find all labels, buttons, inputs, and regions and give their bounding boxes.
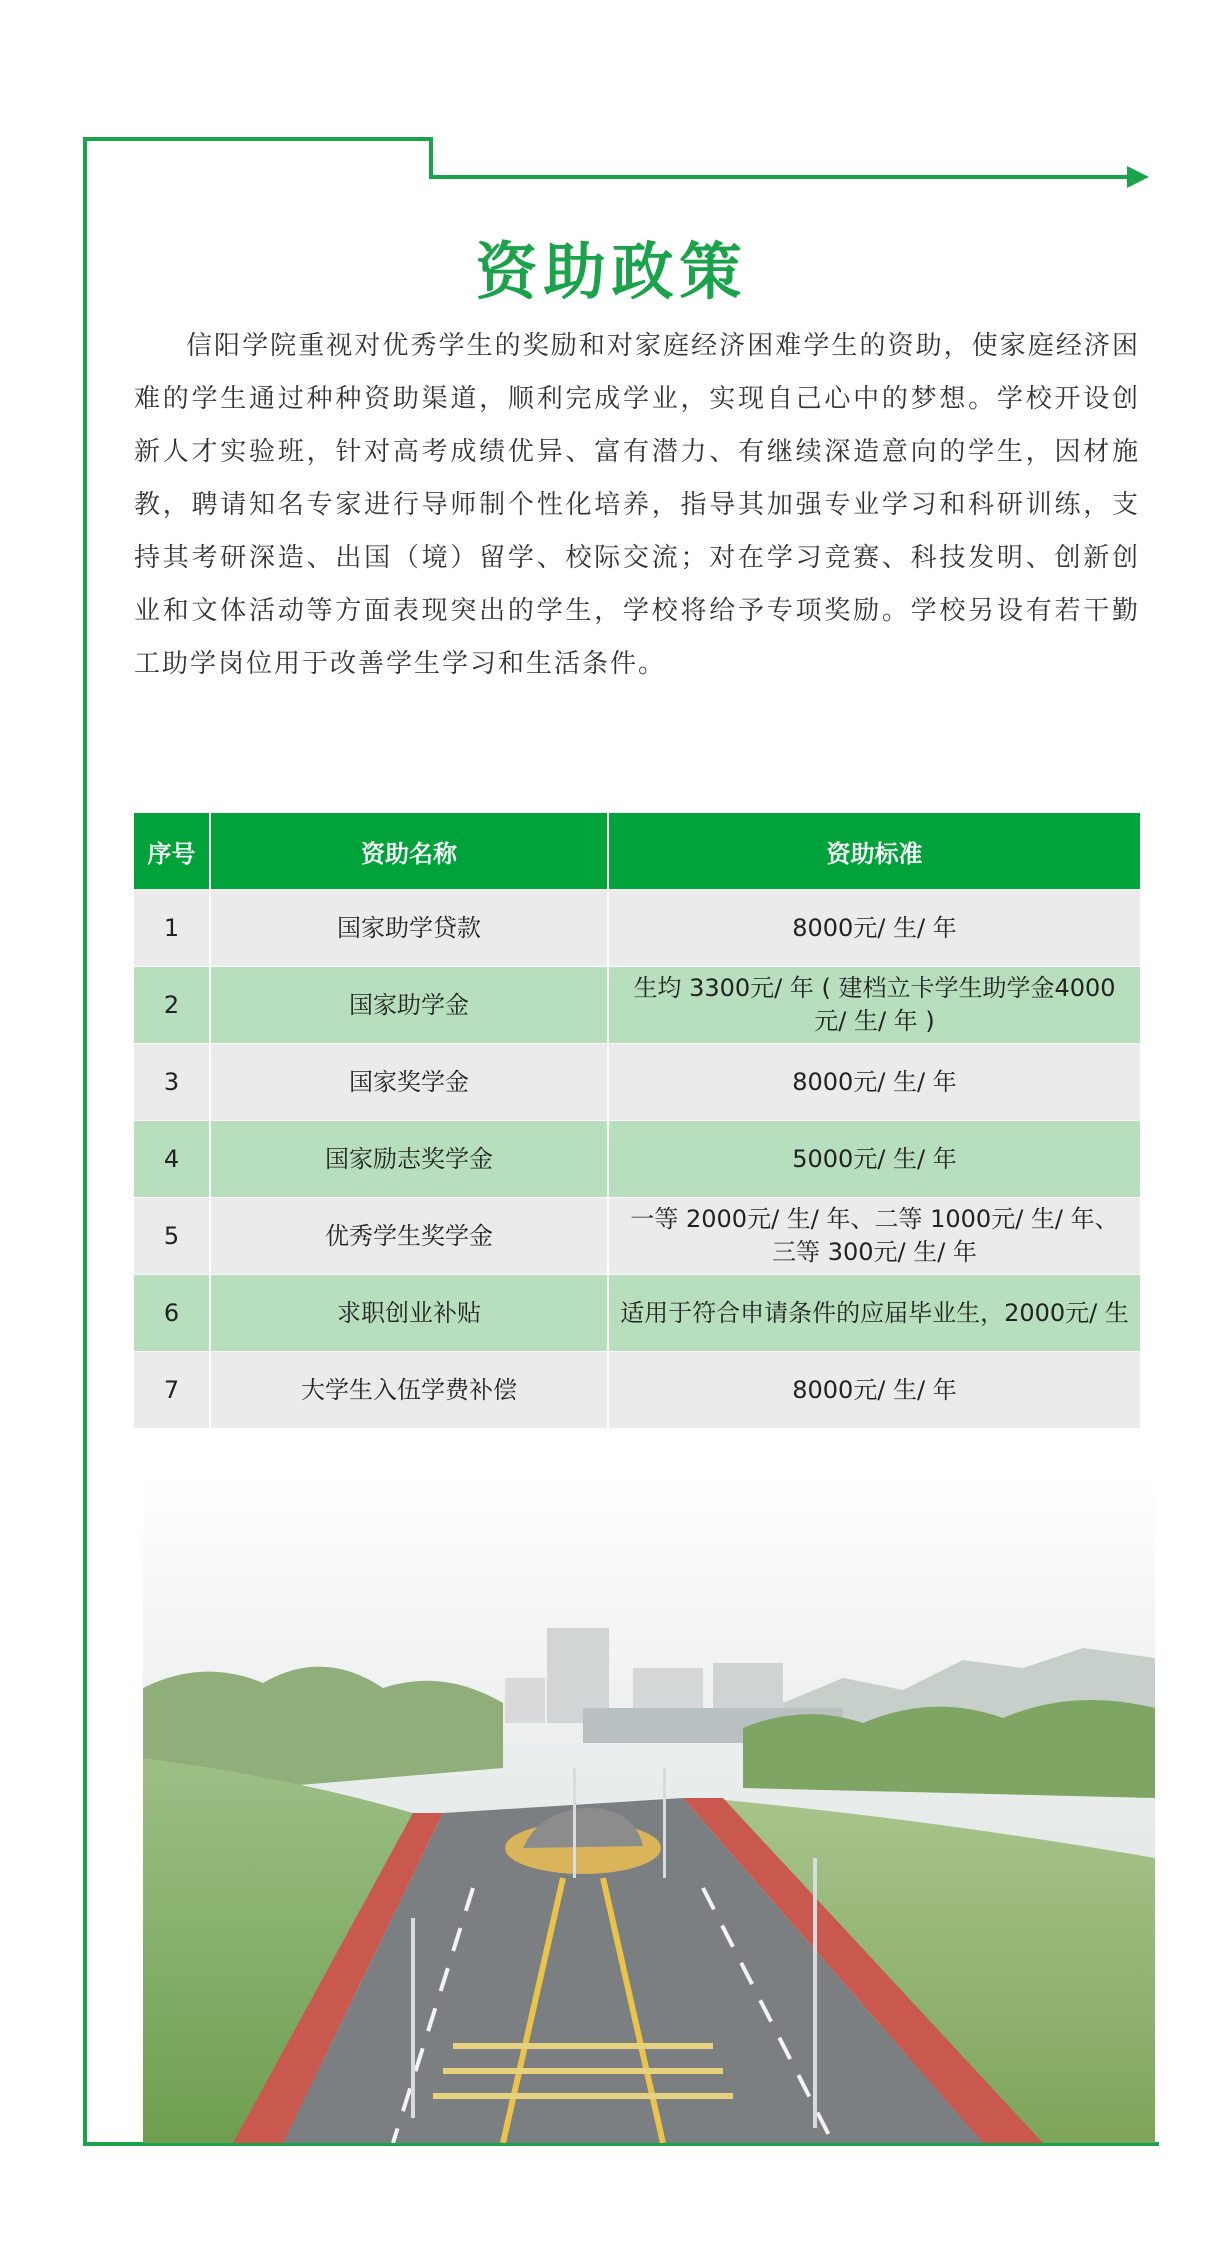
row-aid-name: 国家励志奖学金 xyxy=(210,1121,608,1198)
frame-line-top xyxy=(83,137,433,141)
row-aid-standard: 8000元/ 生/ 年 xyxy=(608,1044,1140,1121)
table-header-row xyxy=(134,813,1140,890)
header-index: 序号 xyxy=(134,813,210,890)
row-aid-name: 国家助学金 xyxy=(210,967,608,1044)
frame-line-left xyxy=(83,137,87,2146)
intro-paragraph: 信阳学院重视对优秀学生的奖励和对家庭经济困难学生的资助，使家庭经济困难的学生通过种种资助渠道，顺利完成学业，实现自己心中的梦想。学校开设创新人才实验班，针对高考成绩优异、富有潜力、有继续深造意向的学生，因材施教，聘请知名专家进行导师制个性化培养，指导其加强专业学习和科研训练，支持其考研深造、出国（境）留学、校际交流；对在学习竞赛、科技发明、创新创业和文体活动等方面表现突出的学生，学校将给予专项奖励。学校另设有若干勤工助学岗位用于改善学生学习和生活条件。 xyxy=(134,331,1140,679)
frame-line-top-right xyxy=(429,175,1129,179)
row-aid-name: 国家奖学金 xyxy=(210,1044,608,1121)
row-index: 1 xyxy=(134,890,210,967)
row-index: 7 xyxy=(134,1352,210,1429)
row-aid-standard: 8000元/ 生/ 年 xyxy=(608,890,1140,967)
row-index: 2 xyxy=(134,967,210,1044)
campus-road-photo xyxy=(143,1468,1155,2143)
table-row xyxy=(134,890,1140,967)
header-aid-name: 资助名称 xyxy=(210,813,608,890)
row-aid-name: 优秀学生奖学金 xyxy=(210,1198,608,1275)
row-aid-name: 求职创业补贴 xyxy=(210,1275,608,1352)
header-aid-standard: 资助标准 xyxy=(608,813,1140,890)
table-row xyxy=(134,1121,1140,1198)
row-index: 3 xyxy=(134,1044,210,1121)
table-row xyxy=(134,1352,1140,1429)
arrow-right-icon xyxy=(1127,166,1149,188)
frame-line-step xyxy=(429,137,433,179)
row-aid-name: 大学生入伍学费补偿 xyxy=(210,1352,608,1429)
table-row xyxy=(134,1275,1140,1352)
row-aid-standard: 适用于符合申请条件的应届毕业生，2000元/ 生 xyxy=(608,1275,1140,1352)
row-aid-standard: 8000元/ 生/ 年 xyxy=(608,1352,1140,1429)
aid-table xyxy=(134,813,1140,1428)
table-row xyxy=(134,1044,1140,1121)
page-title: 资助政策 xyxy=(475,235,748,308)
row-index: 5 xyxy=(134,1198,210,1275)
row-aid-name: 国家助学贷款 xyxy=(210,890,608,967)
row-aid-standard: 一等 2000元/ 生/ 年、二等 1000元/ 生/ 年、三等 300元/ 生/ 年 xyxy=(608,1198,1140,1275)
table-row xyxy=(134,967,1140,1044)
row-index: 6 xyxy=(134,1275,210,1352)
row-aid-standard: 5000元/ 生/ 年 xyxy=(608,1121,1140,1198)
row-index: 4 xyxy=(134,1121,210,1198)
row-aid-standard: 生均 3300元/ 年 ( 建档立卡学生助学金4000元/ 生/ 年 ) xyxy=(608,967,1140,1044)
table-row xyxy=(134,1198,1140,1275)
